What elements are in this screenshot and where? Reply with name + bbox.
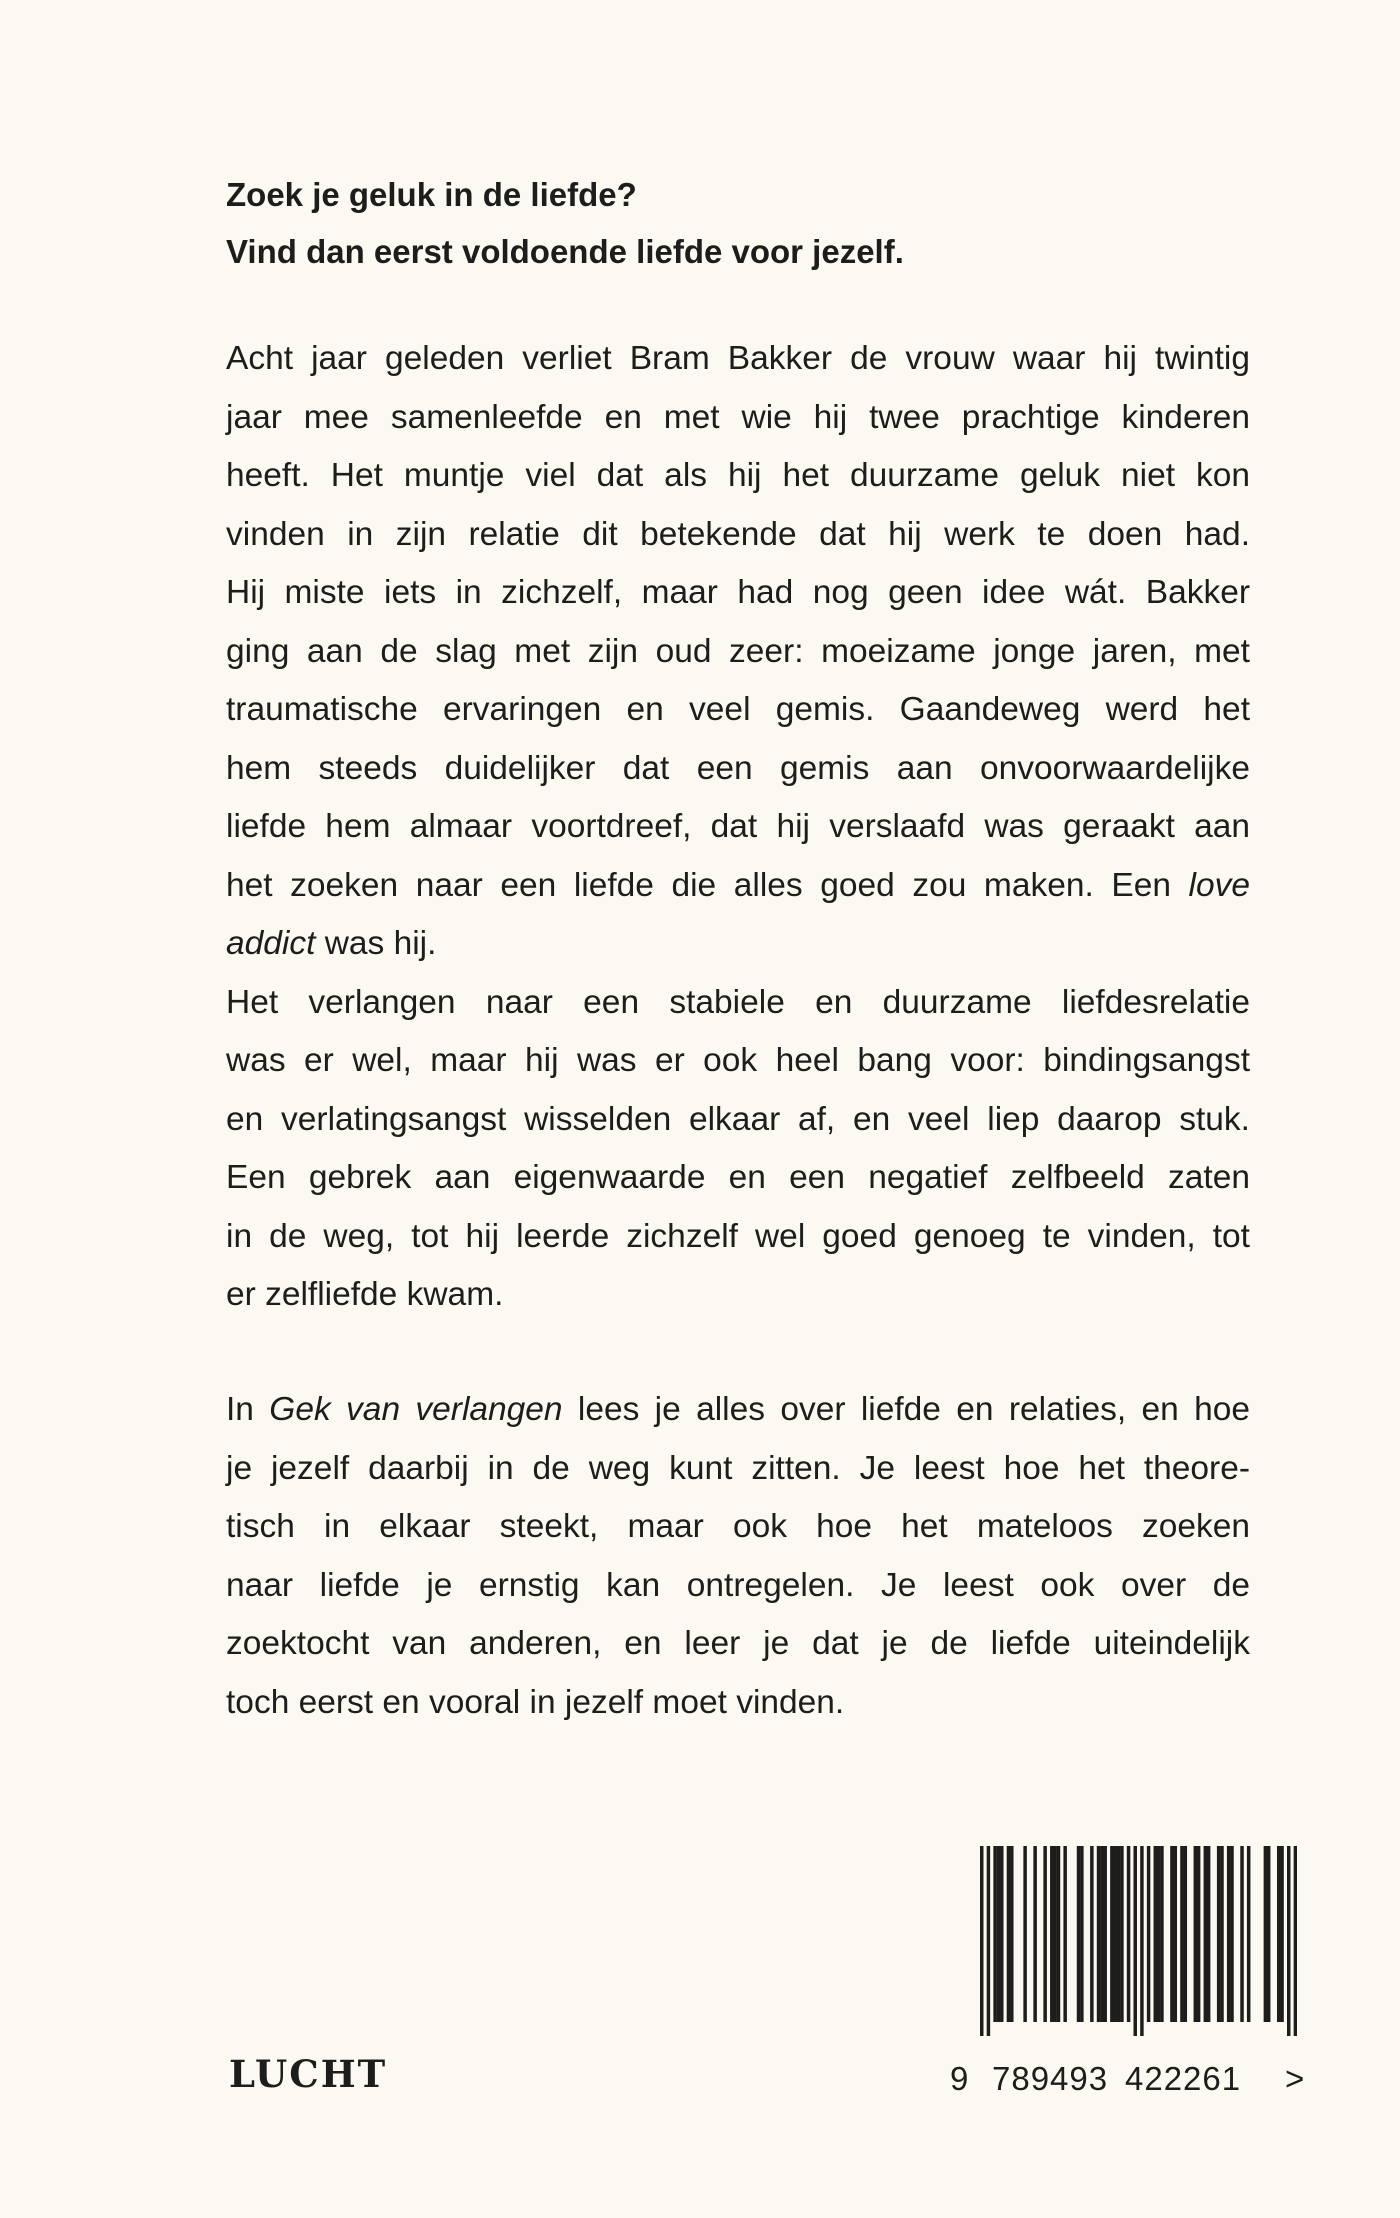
blurb-text: het zoeken naar een liefde die alles goed zou maken. Een: [226, 866, 1189, 904]
barcode-bar: [1100, 1846, 1103, 2022]
blurb-line: [226, 857, 1250, 916]
blurb-text: lees je alles over liefde en relaties, en hoe: [562, 1391, 1250, 1428]
book-title: Gek van verlangen: [269, 1391, 563, 1428]
barcode-bar: [1267, 1846, 1270, 2022]
barcode-bar: [1160, 1846, 1163, 2022]
blurb-line: ging aan de slag met zijn oud zeer: moeizame jonge jaren, met: [226, 632, 1250, 670]
barcode-bar: [1043, 1846, 1046, 2022]
barcode-guard-bar: [980, 1846, 983, 2036]
headline: [226, 166, 1186, 280]
blurb-line: tisch in elkaar steekt, maar ook hoe het mateloos zoeken: [226, 1508, 1250, 1545]
barcode-bar: [1023, 1846, 1026, 2022]
blurb-text: was hij.: [315, 925, 437, 962]
barcode-bar: [1247, 1846, 1250, 2022]
blurb-line: Acht jaar geleden verliet Bram Bakker de vrouw waar hij twintig: [226, 340, 1250, 377]
isbn-group-1: 789493: [992, 2060, 1109, 2097]
headline-line-1: Zoek je geluk in de liefde?: [226, 176, 637, 213]
barcode-bar: [1117, 1846, 1120, 2022]
barcode-bar: [1157, 1846, 1160, 2022]
barcode-bar: [1204, 1846, 1207, 2022]
barcode-bar: [1170, 1846, 1173, 2022]
barcode-guard-bar: [1133, 1846, 1136, 2036]
blurb-line: [226, 915, 1250, 974]
blurb-line: vinden in zijn relatie dit betekende dat hij werk te doen had.: [226, 515, 1250, 553]
barcode-bar: [1033, 1846, 1036, 2022]
barcode-bar: [1174, 1846, 1177, 2022]
barcode-bar: [1180, 1846, 1183, 2022]
barcode-bar: [1113, 1846, 1116, 2022]
barcode-bar: [1197, 1846, 1200, 2022]
barcode-bar: [1097, 1846, 1100, 2022]
barcode-bar: [1050, 1846, 1053, 2022]
blurb-line: [226, 1381, 1250, 1440]
barcode-bar: [997, 1846, 1000, 2022]
barcode-bar: [1000, 1846, 1003, 2022]
isbn-arrow: >: [1285, 2060, 1306, 2097]
blurb-line: en verlatingsangst wisselden elkaar af, en veel liep daarop stuk.: [226, 1100, 1250, 1138]
publisher-logo: LUCHT: [229, 2052, 388, 2096]
isbn-first-digit: 9: [950, 2060, 970, 2097]
barcode-bar: [1227, 1846, 1230, 2022]
blurb-italic-text: addict: [226, 925, 316, 962]
blurb-line: in de weg, tot hij leerde zichzelf wel goed genoeg te vinden, tot: [226, 1217, 1250, 1255]
blurb-line: heeft. Het muntje viel dat als hij het duurzame geluk niet kon: [226, 457, 1250, 494]
isbn-group-2: 422261: [1125, 2060, 1242, 2097]
barcode-bar: [1147, 1846, 1150, 2022]
blurb-line: Een gebrek aan eigenwaarde en een negatief zelfbeeld zaten: [226, 1159, 1250, 1196]
blurb-line: je jezelf daarbij in de weg kunt zitten. Je leest hoe het theore-: [226, 1449, 1250, 1487]
blurb-line: Hij miste iets in zichzelf, maar had nog geen idee wát. Bakker: [226, 574, 1250, 611]
barcode-bar: [993, 1846, 996, 2022]
barcode-bar: [1230, 1846, 1233, 2022]
headline-line-2: Vind dan eerst voldoende liefde voor jezelf.: [226, 233, 904, 270]
barcode-bar: [1120, 1846, 1123, 2022]
barcode-bar: [1280, 1846, 1283, 2022]
barcode-bar: [1264, 1846, 1267, 2022]
blurb-line: jaar mee samenleefde en met wie hij twee prachtige kinderen: [226, 398, 1250, 436]
blurb-line: was er wel, maar hij was er ook heel bang voor: bindingsangst: [226, 1042, 1250, 1079]
barcode-bar: [1220, 1846, 1223, 2022]
barcode-bar: [1240, 1846, 1243, 2022]
barcode-bar: [1184, 1846, 1187, 2022]
barcode-bar: [1110, 1846, 1113, 2022]
blurb-line: liefde hem almaar voortdreef, dat hij verslaafd was geraakt aan: [226, 808, 1250, 845]
blurb-line: Het verlangen naar een stabiele en duurzame liefdesrelatie: [226, 983, 1250, 1021]
barcode-bar: [1277, 1846, 1280, 2022]
barcode-bar: [1207, 1846, 1210, 2022]
barcode-guard-bar: [1294, 1846, 1297, 2036]
barcode-bar: [1007, 1846, 1010, 2022]
blurb-paragraphs-1-2: [226, 330, 1250, 1325]
barcode-guard-bar: [987, 1846, 990, 2036]
barcode-bar: [1154, 1846, 1157, 2022]
barcode-bar: [1057, 1846, 1060, 2022]
blurb-line: er zelfliefde kwam.: [226, 1276, 504, 1313]
barcode-bar: [1217, 1846, 1220, 2022]
blurb-line: traumatische ervaringen en veel gemis. Gaandeweg werd het: [226, 691, 1250, 728]
barcode-bar: [1080, 1846, 1083, 2022]
barcode-bar: [1103, 1846, 1106, 2022]
barcode-bar: [1077, 1846, 1080, 2022]
blurb-italic-text: love: [1188, 866, 1250, 904]
barcode-bar: [1063, 1846, 1066, 2022]
blurb-paragraph-3: [226, 1381, 1250, 1732]
blurb-line: zoektocht van anderen, en leer je dat je de liefde uiteindelijk: [226, 1625, 1250, 1662]
blurb-text: In: [226, 1391, 270, 1428]
blurb-line: toch eerst en vooral in jezelf moet vinden.: [226, 1683, 845, 1721]
blurb-line: naar liefde je ernstig kan ontregelen. Je leest ook over de: [226, 1566, 1250, 1604]
barcode-bar: [1127, 1846, 1130, 2022]
blurb-line: hem steeds duidelijker dat een gemis aan onvoorwaardelijke: [226, 749, 1250, 787]
barcode-bar: [1053, 1846, 1056, 2022]
barcode-guard-bar: [1140, 1846, 1143, 2036]
barcode-bar: [1194, 1846, 1197, 2022]
barcode-bar: [1010, 1846, 1013, 2022]
barcode-guard-bar: [1287, 1846, 1290, 2036]
barcode-bar: [1090, 1846, 1093, 2022]
barcode: [980, 1846, 1297, 2036]
